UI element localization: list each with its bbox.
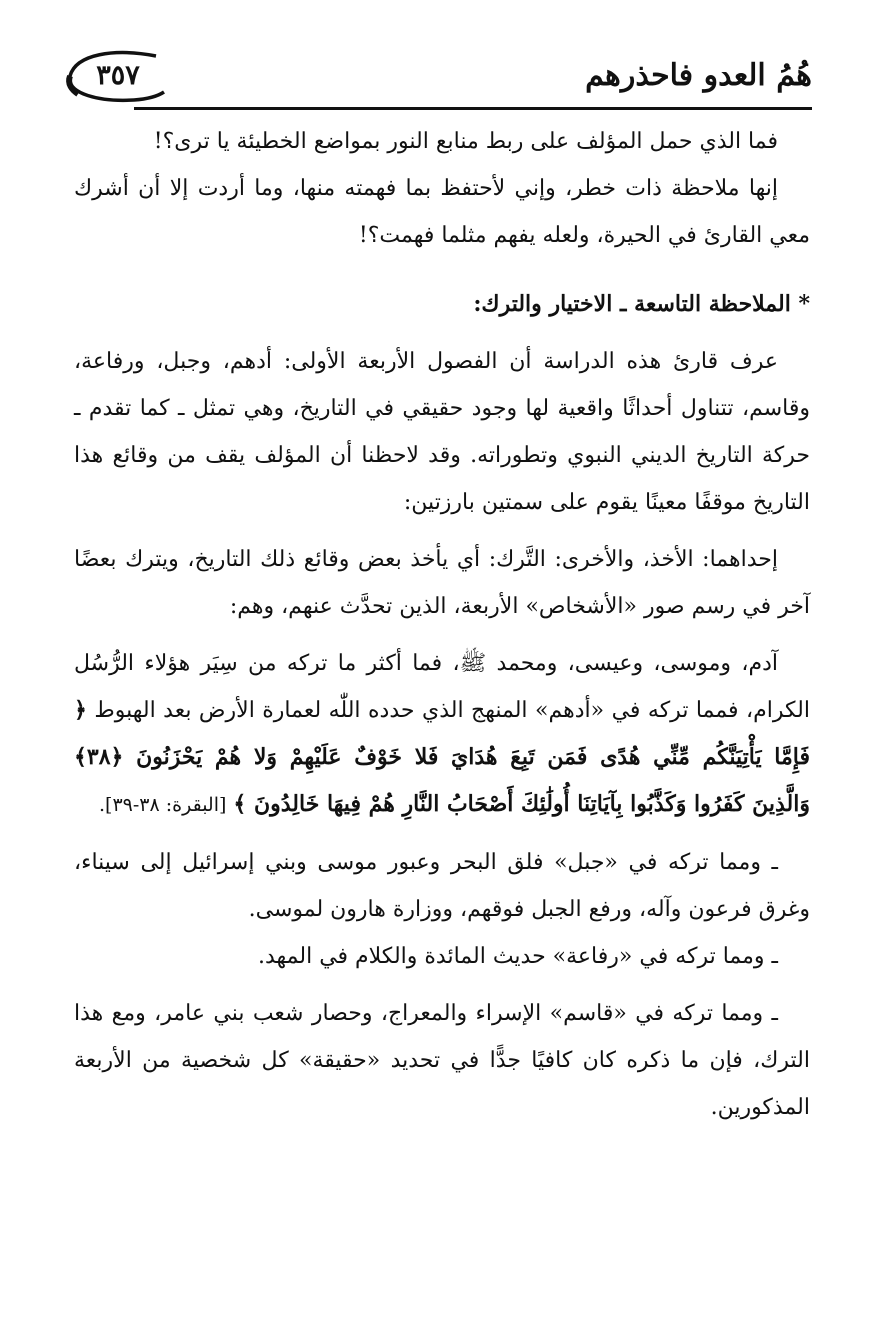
- page-number: ٣٥٧: [96, 60, 140, 91]
- list-item-rifaa: ـ ومما تركه في «رفاعة» حديث المائدة والكلام في المهد.: [258, 944, 778, 969]
- running-title: هُمُ العدو فاحذرهم: [585, 58, 812, 93]
- paragraph-remark: إنها ملاحظة ذات خطر، وإني لأحتفظ بما فهمته منها، وما أردت إلا أن أشرك معي القارئ في الحيرة، ولعله يفهم مثلما فهمت؟!: [74, 176, 810, 248]
- section-heading: * الملاحظة التاسعة ـ الاختيار والترك:: [473, 291, 810, 317]
- paragraph-question: فما الذي حمل المؤلف على ربط منابع النور بمواضع الخطيئة يا ترى؟!: [153, 129, 778, 154]
- prophets-intro-text: آدم، وموسى، وعيسى، ومحمد ﷺ، فما أكثر ما تركه من سِيَر هؤلاء الرُّسُل الكرام، فمما تركه في «أدهم» المنهج الذي حدده اللّٰه لعمارة الأرض بعد الهبوط: [74, 651, 810, 723]
- page-number-frame: [64, 50, 168, 104]
- paragraph-chapters: عرف قارئ هذه الدراسة أن الفصول الأربعة الأولى: أدهم، وجبل، ورفاعة، وقاسم، تتناول أحداثًا واقعية لها وجود حقيقي في التاريخ، وهي تمثل ـ كما تقدم ـ حركة التاريخ الديني النبوي وتطوراته. وقد لاحظنا أن المؤلف يقف من وقائع هذا التاريخ موقفًا معينًا يقوم على سمتين بارزتين:: [74, 349, 810, 515]
- paragraph-prophets: [74, 640, 810, 829]
- header-rule: [134, 107, 812, 110]
- list-item-jabal: ـ ومما تركه في «جبل» فلق البحر وعبور موسى وبني إسرائيل إلى سيناء، وغرق فرعون وآله، ورفع الجبل فوقهم، ووزارة هارون لموسى.: [74, 850, 810, 922]
- paragraph-taking-leaving: إحداهما: الأخذ، والأخرى: التَّرك: أي يأخذ بعض وقائع ذلك التاريخ، ويترك بعضًا آخر في رسم صور «الأشخاص» الأربعة، الذين تحدَّث عنهم، وهم:: [74, 547, 810, 619]
- body-text: [74, 118, 810, 1131]
- verse-citation: [البقرة: ٣٨-٣٩].: [98, 794, 227, 816]
- page-header: [64, 50, 812, 112]
- quran-verse: ﴿ فَإِمَّا يَأْتِيَنَّكُم مِّنِّي هُدًى فَمَن تَبِعَ هُدَايَ فَلا خَوْفٌ عَلَيْهِمْ وَلا هُمْ يَحْزَنُونَ ﴿٣٨﴾ وَالَّذِينَ كَفَرُوا وَكَذَّبُوا بِآيَاتِنَا أُولَٰئِكَ أَصْحَابُ النَّارِ هُمْ فِيهَا خَالِدُونَ ﴾: [74, 697, 810, 817]
- list-item-qasim: ـ ومما تركه في «قاسم» الإسراء والمعراج، وحصار شعب بني عامر، ومع هذا الترك، فإن ما ذكره كان كافيًا جدًّا في تحديد «حقيقة» كل شخصية من الأربعة المذكورين.: [74, 1001, 810, 1120]
